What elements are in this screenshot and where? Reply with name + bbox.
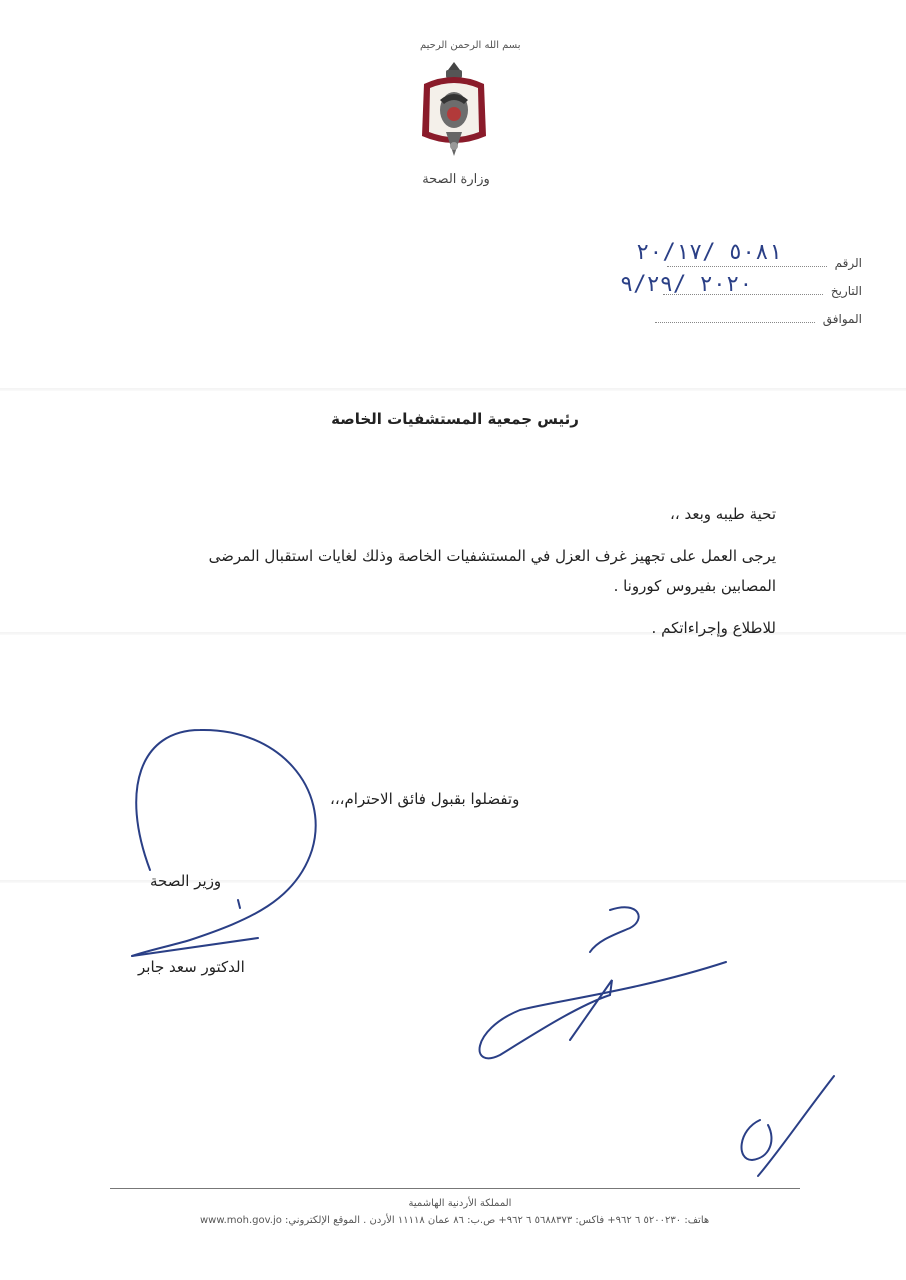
instruction-line: للاطلاع وإجراءاتكم .	[651, 619, 776, 637]
footer-kingdom: المملكة الأردنية الهاشمية	[408, 1198, 512, 1209]
minister-signature-loop	[132, 730, 316, 956]
recipient-heading: رئيس جمعية المستشفيات الخاصة	[331, 410, 579, 428]
ref-corresponding-label: الموافق	[822, 312, 862, 326]
minister-signature-stroke	[132, 938, 258, 956]
footer-contact-row	[200, 1215, 720, 1226]
footer-website: www.moh.gov.jo	[200, 1215, 282, 1226]
initials-mark	[590, 907, 639, 952]
closing-line: وتفضلوا بقبول فائق الاحترام،،،	[330, 790, 520, 808]
body-line-2: المصابين بفيروس كورونا .	[613, 577, 776, 595]
greeting: تحية طيبه وبعد ،،	[670, 505, 776, 523]
ministry-name: وزارة الصحة	[422, 172, 490, 187]
footer-contact: هاتف: ٥٢٠٠٢٣٠ ٦ ٩٦٢+ فاكس: ٥٦٨٨٣٧٣ ٦ ٩٦٢+ ص.ب: ٨٦ عمان ١١١١٨ الأردن . الموقع الإلكتروني:	[285, 1215, 710, 1226]
minister-signature-tick	[238, 900, 240, 908]
ref-number-label: الرقم	[834, 256, 862, 270]
ref-date-label: التاريخ	[830, 284, 862, 298]
signatory-title: وزير الصحة	[150, 872, 222, 890]
body-line-1: يرجى العمل على تجهيز غرف العزل في المستشفيات الخاصة وذلك لغايات استقبال المرضى	[208, 547, 776, 565]
handwritten-ref-number: ٥٠٨١ /٢٠/١٧	[636, 240, 782, 265]
approval-signature	[480, 962, 726, 1058]
basmala-text: بسم الله الرحمن الرحيم	[420, 40, 521, 51]
footer-divider	[110, 1188, 800, 1189]
lower-signature-loop	[742, 1120, 772, 1160]
handwritten-ref-date: ٢٠٢٠ /٩/٢٩	[620, 272, 753, 297]
signatory-name: الدكتور سعد جابر	[138, 958, 245, 976]
